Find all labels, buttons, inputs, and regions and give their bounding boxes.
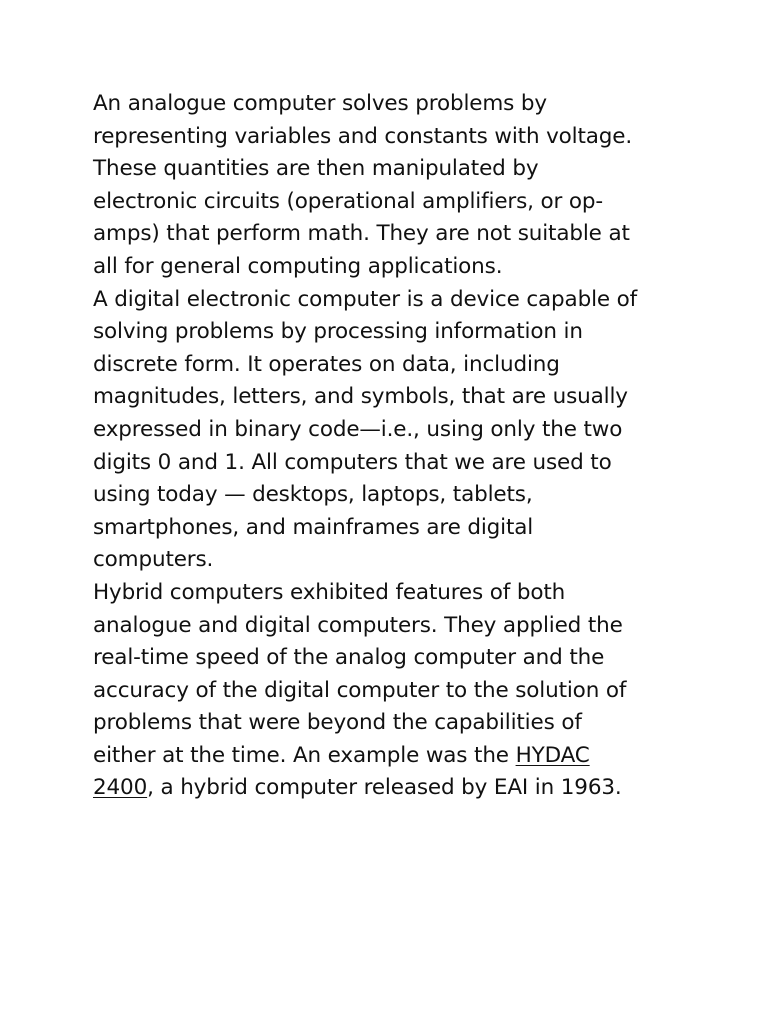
text-line: analogue and digital computers. They applied the: [93, 612, 623, 638]
text-line: problems that were beyond the capabilities of: [93, 710, 582, 736]
text-line: solving problems by processing information in: [93, 319, 583, 345]
text-line: discrete form. It operates on data, including: [93, 351, 560, 377]
paragraph-digital-computer: [93, 284, 693, 577]
text-line: computers.: [93, 547, 214, 573]
text-line: An analogue computer solves problems by: [93, 91, 547, 116]
text-line: amps) that perform math. They are not suitable at: [93, 221, 630, 247]
text-line: A digital electronic computer is a device capable of: [93, 286, 638, 312]
text-line: magnitudes, letters, and symbols, that are usually: [93, 384, 628, 410]
text-line: all for general computing applications.: [93, 253, 503, 279]
text-line: electronic circuits (operational amplifiers, or op-: [93, 188, 604, 214]
text-line: [93, 740, 693, 773]
document-page: [93, 88, 693, 805]
paragraph-hybrid-computer: [93, 577, 693, 805]
text-line: accuracy of the digital computer to the solution of: [93, 677, 627, 703]
text-line: These quantities are then manipulated by: [93, 156, 539, 182]
text-line: smartphones, and mainframes are digital: [93, 514, 534, 540]
hydac-2400-link-part-2[interactable]: 2400: [93, 775, 148, 801]
text-segment: , a hybrid computer released by EAI in 1963.: [147, 775, 622, 801]
text-line: representing variables and constants with voltage.: [93, 123, 633, 149]
text-line: real-time speed of the analog computer and the: [93, 645, 605, 671]
text-segment: either at the time. An example was the: [93, 742, 516, 768]
text-line: digits 0 and 1. All computers that we are used to: [93, 449, 612, 475]
hydac-2400-link-part-1[interactable]: HYDAC: [515, 742, 590, 768]
text-line: Hybrid computers exhibited features of both: [93, 579, 566, 605]
text-line: [93, 772, 693, 805]
text-line: using today — desktops, laptops, tablets,: [93, 482, 533, 508]
paragraph-analogue-computer: [93, 88, 693, 284]
text-line: expressed in binary code—i.e., using only the two: [93, 416, 623, 442]
